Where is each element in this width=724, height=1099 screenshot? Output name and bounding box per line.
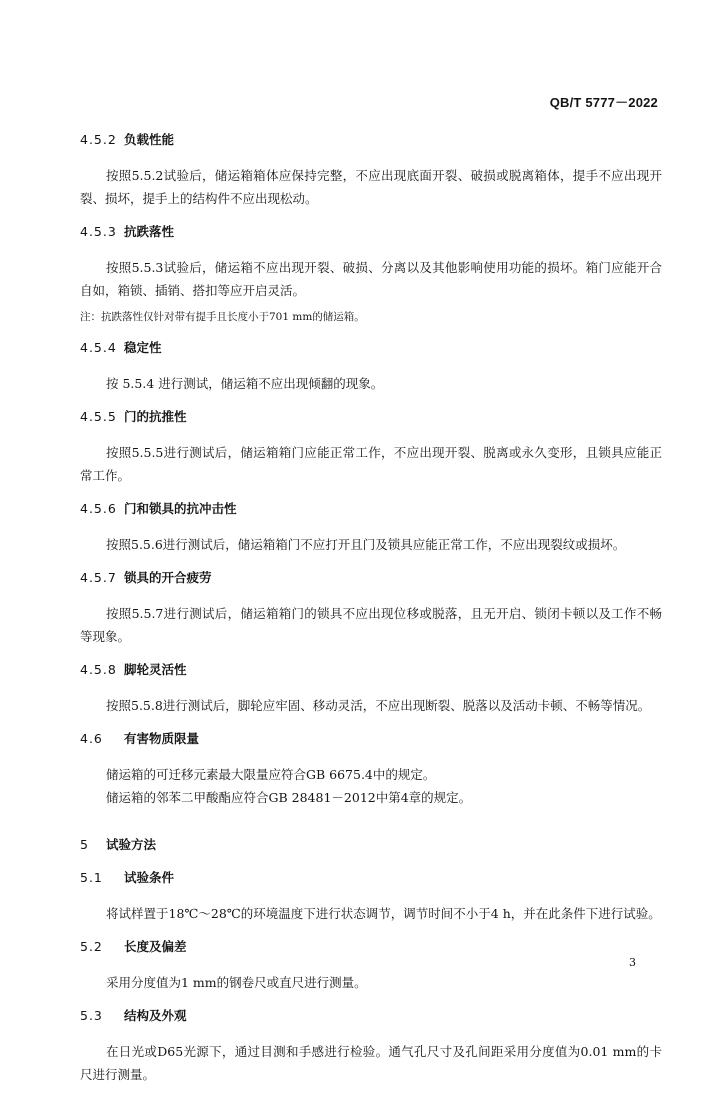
section-title: 有害物质限量 <box>124 731 200 746</box>
section-heading <box>80 339 662 357</box>
spacer <box>80 822 662 836</box>
paragraph: 按照5.5.3试验后，储运箱不应出现开裂、破损、分离以及其他影响使用功能的损坏。箱门应能开合自如，箱锁、插销、搭扣等应开启灵活。 <box>80 260 662 298</box>
chapter-title: 试验方法 <box>106 837 157 852</box>
paragraph: 按照5.5.6进行测试后，储运箱箱门不应打开且门及锁具应能正常工作，不应出现裂纹或损坏。 <box>106 537 626 552</box>
section-number: 4.5.5 <box>80 409 117 424</box>
chapter-heading <box>80 836 662 854</box>
note: 注：抗跌落性仅针对带有提手且长度小于701 mm的储运箱。 <box>80 311 365 323</box>
section-number: 4.6 <box>80 731 103 746</box>
section-number: 4.5.4 <box>80 340 117 355</box>
section-number: 4.5.6 <box>80 501 117 516</box>
section-heading <box>80 569 662 587</box>
section-heading <box>80 408 662 426</box>
paragraph: 按照5.5.5进行测试后，储运箱箱门应能正常工作，不应出现开裂、脱离或永久变形，且锁具应能正常工作。 <box>80 445 662 483</box>
section-heading <box>80 131 662 149</box>
section-title: 长度及偏差 <box>124 939 187 954</box>
section-title: 脚轮灵活性 <box>124 662 187 677</box>
section-heading <box>80 1007 662 1025</box>
section-number: 4.5.2 <box>80 132 117 147</box>
standard-code: QB/T 5777－2022 <box>549 95 658 110</box>
section-title: 门的抗推性 <box>124 409 187 424</box>
paragraph: 按照5.5.7进行测试后，储运箱箱门的锁具不应出现位移或脱落，且无开启、锁闭卡顿以及工作不畅等现象。 <box>80 606 662 644</box>
paragraph: 按照5.5.8进行测试后，脚轮应牢固、移动灵活，不应出现断裂、脱落以及活动卡顿、不畅等情况。 <box>106 698 651 713</box>
section-number: 4.5.3 <box>80 224 117 239</box>
section-number: 5.2 <box>80 939 103 954</box>
section-title: 抗跌落性 <box>124 224 175 239</box>
section-heading <box>80 938 662 956</box>
section-heading <box>80 730 662 748</box>
chapter-number: 5 <box>80 837 89 852</box>
section-title: 锁具的开合疲劳 <box>124 570 212 585</box>
section-number: 5.3 <box>80 1008 103 1023</box>
paragraph: 按照5.5.2试验后，储运箱箱体应保持完整，不应出现底面开裂、破损或脱离箱体，提手不应出现开裂、损坏，提手上的结构件不应出现松动。 <box>80 168 662 206</box>
section-title: 负载性能 <box>124 132 175 147</box>
section-number: 4.5.7 <box>80 570 117 585</box>
section-number: 4.5.8 <box>80 662 117 677</box>
paragraph: 储运箱的邻苯二甲酸酯应符合GB 28481－2012中第4章的规定。 <box>106 790 472 805</box>
paragraph: 采用分度值为1 mm的钢卷尺或直尺进行测量。 <box>106 975 367 990</box>
paragraph: 按 5.5.4 进行测试，储运箱不应出现倾翻的现象。 <box>106 376 384 391</box>
section-title: 结构及外观 <box>124 1008 187 1023</box>
page-number: 3 <box>629 956 636 969</box>
paragraph: 将试样置于18℃～28℃的环境温度下进行状态调节，调节时间不小于4 h，并在此条件下进行试验。 <box>106 906 661 921</box>
section-number: 5.1 <box>80 870 103 885</box>
section-heading <box>80 869 662 887</box>
section-title: 稳定性 <box>124 340 162 355</box>
section-heading <box>80 500 662 518</box>
section-heading <box>80 661 662 679</box>
document-body <box>80 131 662 1099</box>
paragraph: 储运箱的可迁移元素最大限量应符合GB 6675.4中的规定。 <box>106 767 436 782</box>
section-title: 试验条件 <box>124 870 175 885</box>
section-title: 门和锁具的抗冲击性 <box>124 501 237 516</box>
section-heading <box>80 223 662 241</box>
paragraph: 在日光或D65光源下，通过目测和手感进行检验。通气孔尺寸及孔间距采用分度值为0.01 mm的卡尺进行测量。 <box>80 1044 662 1082</box>
